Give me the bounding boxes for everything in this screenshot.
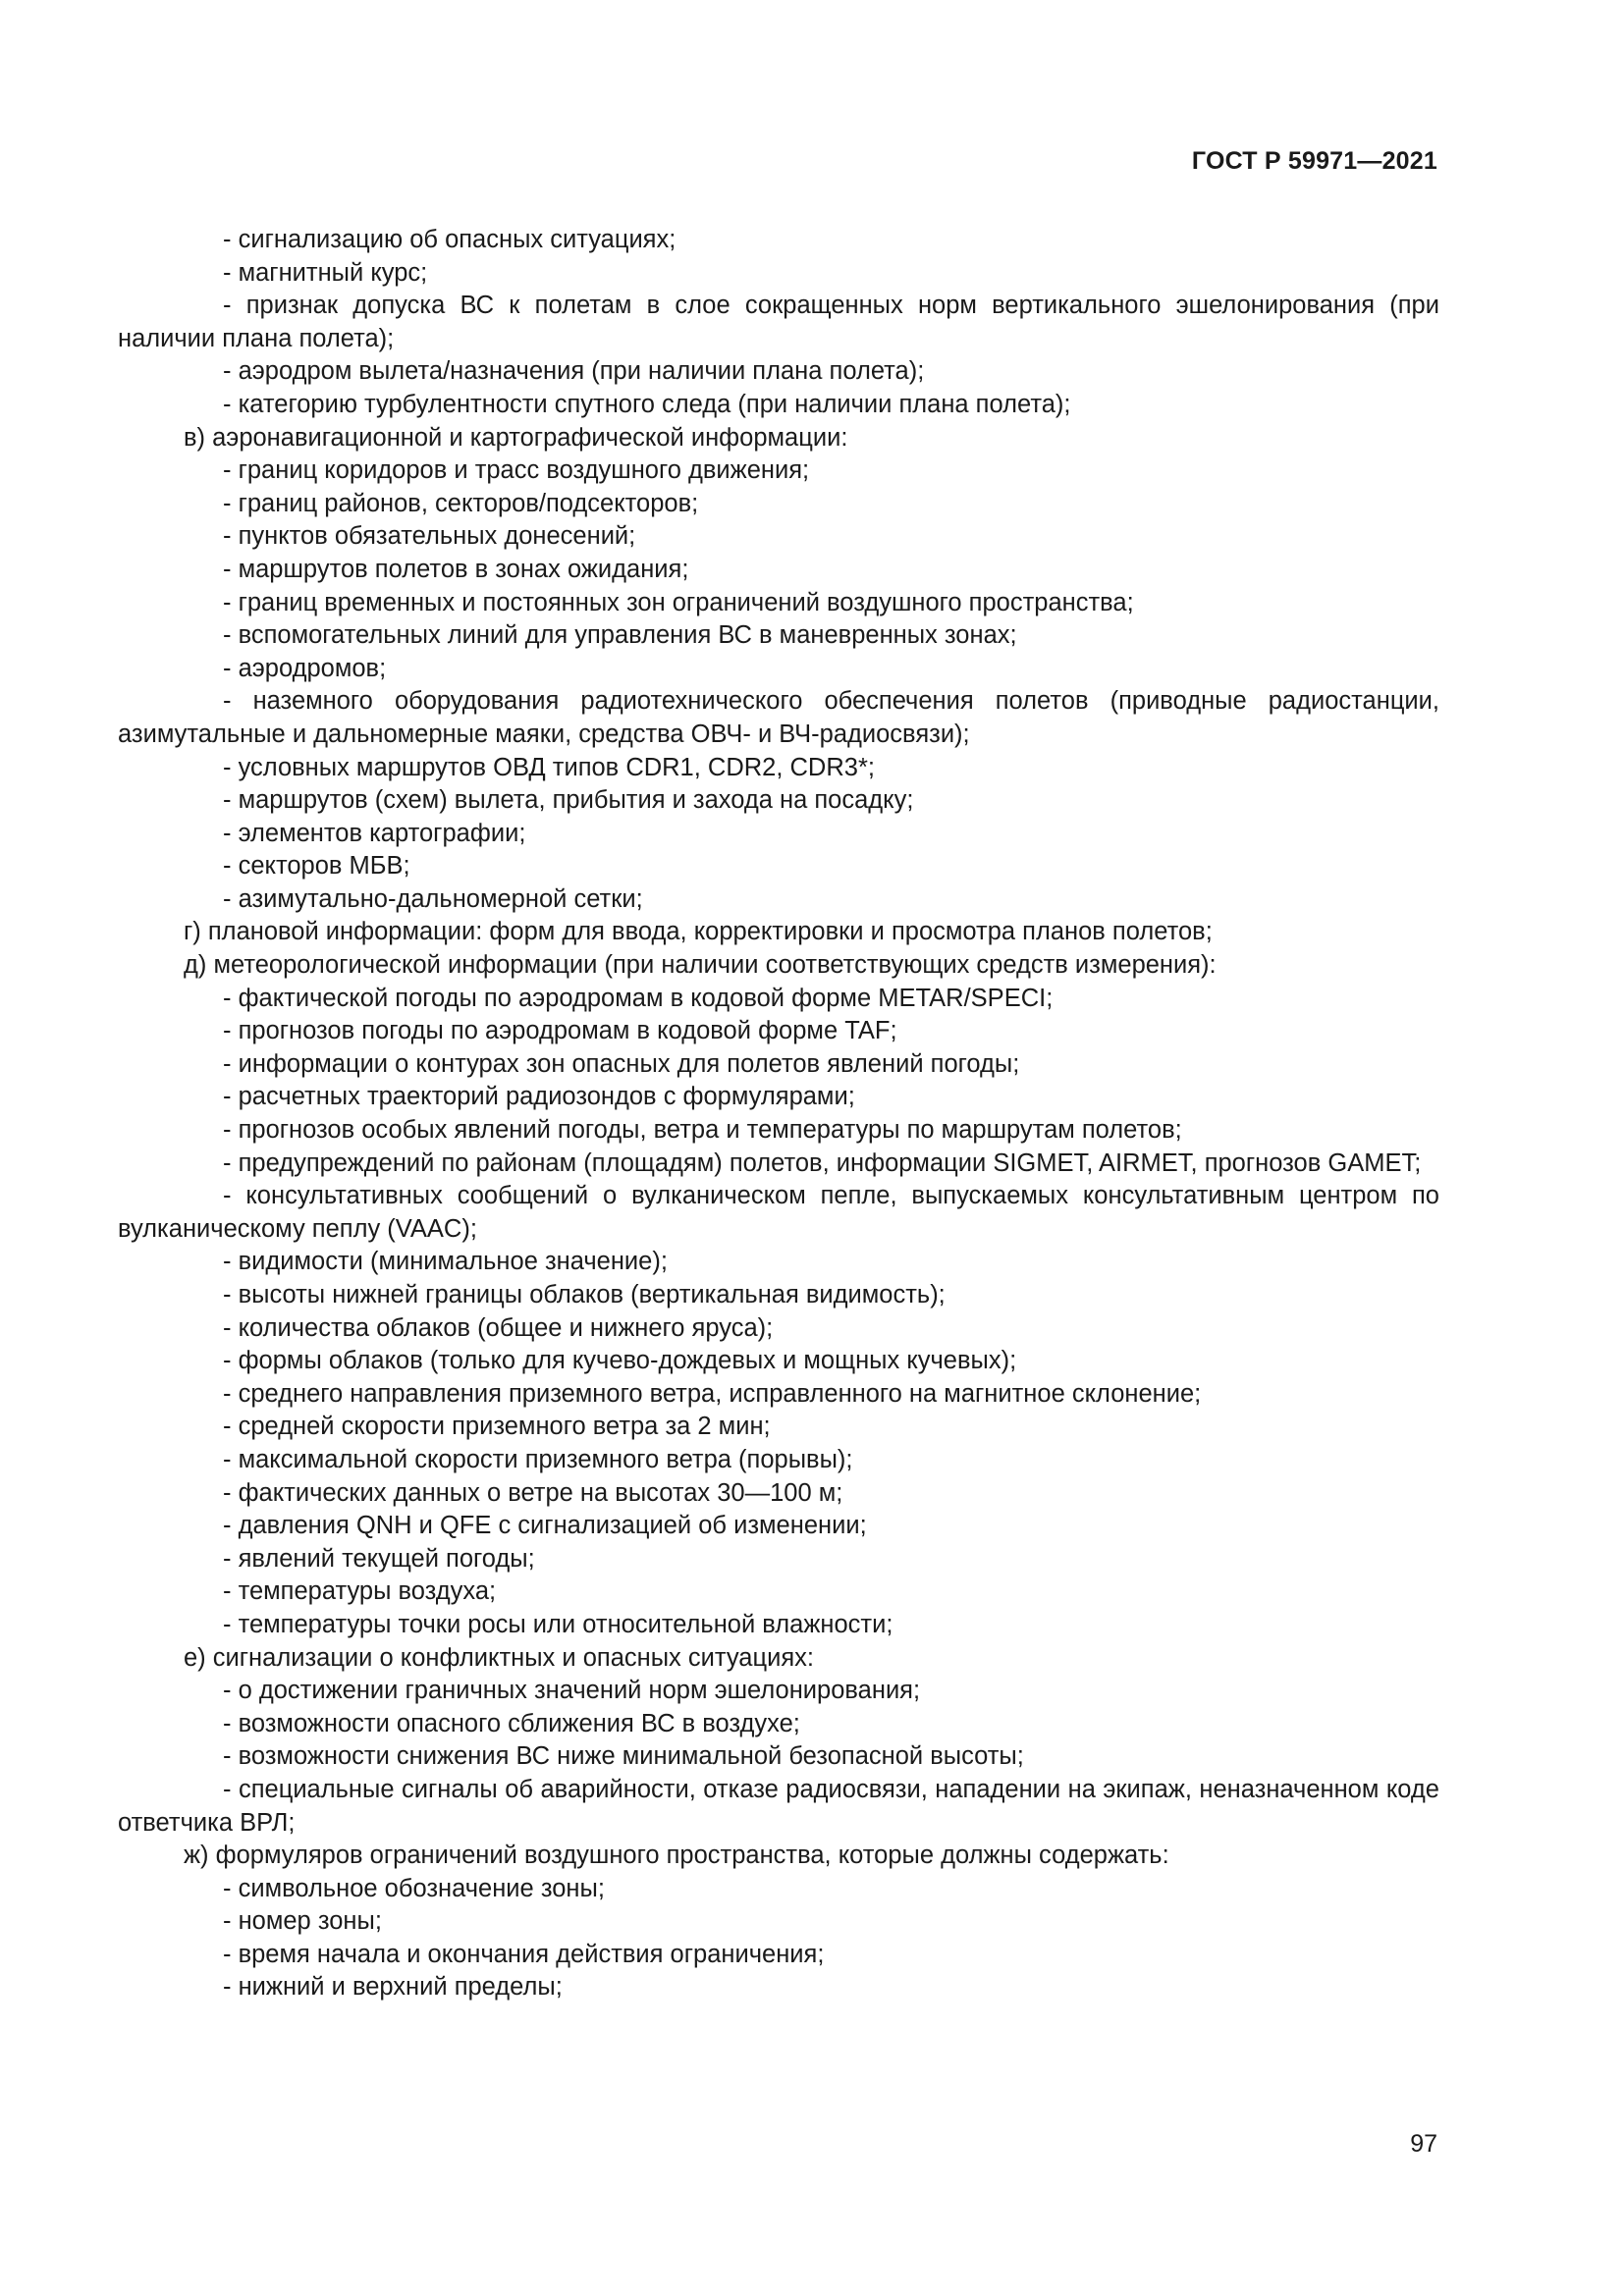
list-item: - давления QNH и QFE с сигнализацией об изменении; (223, 1512, 867, 1540)
list-item: - расчетных траекторий радиозондов с формулярами; (223, 1083, 855, 1111)
list-item: - категорию турбулентности спутного следа (при наличии плана полета); (223, 390, 1071, 418)
list-item: - вспомогательных линий для управления ВС в маневренных зонах; (223, 621, 1017, 650)
paragraph-item: - признак допуска ВС к полетам в слое сокращенных норм вертикального эшелонирования (при наличии плана полета); (118, 292, 1439, 352)
list-item: - количества облаков (общее и нижнего яруса); (223, 1313, 774, 1342)
list-item: - температуры воздуха; (223, 1577, 497, 1606)
standard-header: ГОСТ Р 59971—2021 (1191, 147, 1437, 175)
list-item: - магнитный курс; (223, 258, 428, 287)
list-item: - пунктов обязательных донесений; (223, 522, 636, 551)
list-item: - фактических данных о ветре на высотах 30—100 м; (223, 1478, 843, 1507)
list-item: - секторов МБВ; (223, 852, 410, 881)
list-item: - аэродром вылета/назначения (при наличии плана полета); (223, 357, 925, 386)
list-item: - прогнозов погоды по аэродромам в кодовой форме TAF; (223, 1017, 897, 1045)
list-item: - маршрутов (схем) вылета, прибытия и захода на посадку; (223, 786, 914, 815)
list-item: - азимутально-дальномерной сетки; (223, 884, 643, 913)
page-number: 97 (1410, 2130, 1437, 2158)
list-item: - средней скорости приземного ветра за 2 мин; (223, 1413, 771, 1441)
list-item: - формы облаков (только для кучево-дождевых и мощных кучевых); (223, 1347, 1017, 1375)
paragraph-item: - предупреждений по районам (площадям) полетов, информации SIGMET, AIRMET, прогнозов GAMET; (223, 1148, 1422, 1177)
list-section-heading: г) плановой информации: форм для ввода, корректировки и просмотра планов полетов; (184, 918, 1213, 946)
list-item: - высоты нижней границы облаков (вертикальная видимость); (223, 1281, 946, 1308)
list-section-heading: в) аэронавигационной и картографической информации: (184, 423, 848, 452)
list-item: - максимальной скорости приземного ветра (порывы); (223, 1445, 853, 1473)
list-item: - элементов картографии; (223, 819, 526, 847)
list-item: - нижний и верхний пределы; (223, 1973, 563, 2002)
list-item: - номер зоны; (223, 1907, 382, 1936)
list-section-heading: ж) формуляров ограничений воздушного пространства, которые должны содержать: (184, 1842, 1169, 1870)
list-item: - температуры точки росы или относительной влажности; (223, 1610, 893, 1638)
paragraph-item: - консультативных сообщений о вулканическом пепле, выпускаемых консультативным центром по вулканическому пеплу (VAAC); (118, 1182, 1439, 1243)
list-item: - видимости (минимальное значение); (223, 1248, 668, 1276)
list-item: - прогнозов особых явлений погоды, ветра и температуры по маршрутам полетов; (223, 1116, 1182, 1145)
paragraph-item: - специальные сигналы об аварийности, отказе радиосвязи, нападении на экипаж, неназначенном коде ответчика ВРЛ; (118, 1775, 1439, 1837)
list-item: - информации о контурах зон опасных для полетов явлений погоды; (223, 1049, 1020, 1078)
list-item: - явлений текущей погоды; (223, 1544, 535, 1573)
paragraph-item: - наземного оборудования радиотехнического обеспечения полетов (приводные радиостанции, азимутальные и дальномерные маяки, средства ОВЧ- и ВЧ-радиосвязи); (118, 687, 1439, 748)
list-item: - сигнализацию об опасных ситуациях; (223, 226, 677, 253)
list-item: - границ районов, секторов/подсекторов; (223, 489, 699, 517)
list-item: - возможности опасного сближения ВС в воздухе; (223, 1709, 800, 1737)
list-item: - фактической погоды по аэродромам в кодовой форме METAR/SPECI; (223, 984, 1054, 1012)
list-item: - символьное обозначение зоны; (223, 1874, 605, 1902)
list-item: - время начала и окончания действия ограничения; (223, 1940, 825, 1968)
list-item: - возможности снижения ВС ниже минимальной безопасной высоты; (223, 1742, 1024, 1771)
list-section-heading: е) сигнализации о конфликтных и опасных ситуациях: (184, 1643, 814, 1672)
list-item: - аэродромов; (223, 654, 387, 682)
list-item: - среднего направления приземного ветра, исправленного на магнитное склонение; (223, 1379, 1202, 1408)
list-item: - границ коридоров и трасс воздушного движения; (223, 456, 810, 485)
list-item: - о достижении граничных значений норм эшелонирования; (223, 1677, 921, 1705)
document-body (118, 224, 1439, 2004)
list-section-heading: д) метеорологической информации (при наличии соответствующих средств измерения): (184, 951, 1217, 980)
list-item: - границ временных и постоянных зон ограничений воздушного пространства; (223, 588, 1134, 616)
list-item: - условных маршрутов ОВД типов CDR1, CDR2, CDR3*; (223, 753, 875, 781)
list-item: - маршрутов полетов в зонах ожидания; (223, 555, 689, 583)
